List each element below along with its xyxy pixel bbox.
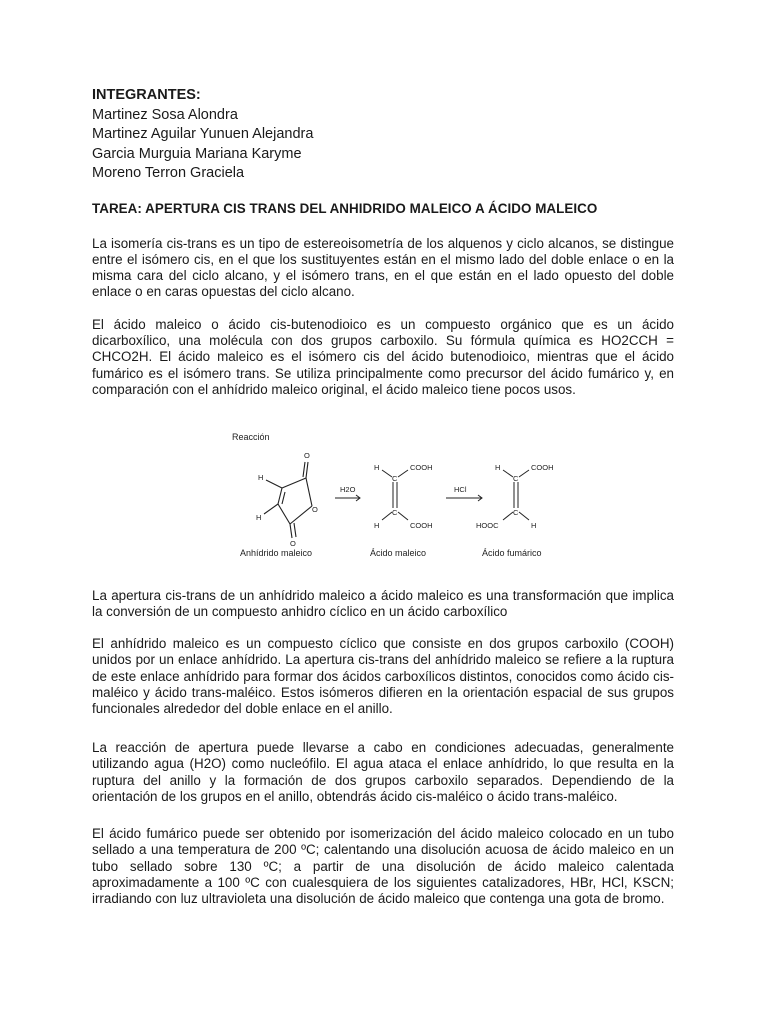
atom-c: C [392,508,398,517]
atom-h: H [495,463,501,472]
member-name: Martinez Aguilar Yunuen Alejandra [92,126,314,142]
label-acido-fumarico: Ácido fumárico [482,548,542,558]
member-name: Garcia Murguia Mariana Karyme [92,145,302,162]
atom-c: C [513,508,519,517]
atom-o: O [312,505,318,514]
paragraph-anhidrido: El anhídrido maleico es un compuesto cíclico que consiste en dos grupos carboxilo (COOH) unidos por un enlace anhídrido. La apertura cis-trans del anhídrido maleico se refiere a la ruptura de este enlace anhídrido para formar dos ácidos carboxílicos distintos, conocidos como ácido cis-maléico y ácido trans-maléico. Estos isómeros difieren en la orientación espacial de sus grupos funcionales alrededor del doble enlace en el anillo. [92,636,674,717]
reaction-arrow-1 [335,495,360,501]
atom-o: O [290,539,296,548]
paragraph-reaccion: La reacción de apertura puede llevarse a cabo en condiciones adecuadas, generalmente utilizando agua (H2O) como nucleófilo. El agua ataca el enlace anhídrido, lo que resulta en la ruptura del anillo y la formación de dos grupos carboxilo separados. Dependiendo de la orientación de los grupos en el anillo, obtendrás ácido cis-maléico o ácido trans-maléico. [92,740,674,804]
atom-h: H [374,521,380,530]
members-title: INTEGRANTES: [92,87,201,103]
paragraph-acido-maleico: El ácido maleico o ácido cis-butenodioico es un compuesto orgánico que es un ácido dicarboxílico, una molécula con dos grupos carboxilo. Su fórmula química es HO2CCH = CHCO2H. El ácido maleico es el isómero cis del ácido butenodioico, mientras que el ácido fumárico es el isómero trans. Se utiliza principalmente como precursor del ácido fumárico y, en comparación con el anhídrido maleico original, el ácido maleico tiene pocos usos. [92,316,674,397]
reagent-hcl: HCl [454,485,467,494]
reagent-h2o: H2O [340,485,356,494]
atom-c: C [392,474,398,483]
group-hooc: HOOC [476,521,499,530]
atom-h: H [374,463,380,472]
reaction-arrow-2 [446,495,482,501]
reaction-figure [232,422,652,572]
paragraph-apertura: La apertura cis-trans de un anhídrido maleico a ácido maleico es una transformación que implica la conversión de un compuesto anhidro cíclico en un ácido carboxílico [92,588,674,620]
member-name: Moreno Terron Graciela [92,165,245,181]
group-cooh: COOH [410,463,433,472]
label-anhidrido-maleico: Anhídrido maleico [240,548,313,558]
group-cooh: COOH [410,521,433,530]
label-acido-maleico: Ácido maleico [370,548,427,558]
atom-c: C [513,474,519,483]
atom-h: H [258,473,264,482]
document-page [92,86,674,907]
atom-h: H [256,513,262,522]
anhydride-structure [264,462,312,538]
group-cooh: COOH [531,463,554,472]
paragraph-acido-fumarico: El ácido fumárico puede ser obtenido por isomerización del ácido maleico colocado en un tubo sellado a una temperatura de 200 ºC; calentando una disolución acuosa de ácido maleico en un tubo sellado sobre 130 ºC; a partir de una disolución de ácido maleico calentada aproximadamente a 100 ºC con cualesquiera de los siguientes catalizadores, HBr, HCl, KSCN; irradiando con luz ultravioleta una disolución de ácido maleico que contenga una gota de bromo. [92,826,674,907]
task-title: TAREA: APERTURA CIS TRANS DEL ANHIDRIDO MALEICO A ÁCIDO MALEICO [92,200,598,216]
member-name: Martinez Sosa Alondra [92,106,238,123]
figure-title: Reacción [232,432,270,442]
atom-o: O [304,451,310,460]
paragraph-isomeria: La isomería cis-trans es un tipo de estereoisometría de los alquenos y ciclo alcanos, se distingue entre el isómero cis, en el que los sustituyentes están en el mismo lado del doble enlace o en la misma cara del ciclo alcano, y el isómero trans, en el que están en el lado opuesto del doble enlace o en caras opuestas del ciclo alcano. [92,235,674,300]
atom-h: H [531,521,537,530]
